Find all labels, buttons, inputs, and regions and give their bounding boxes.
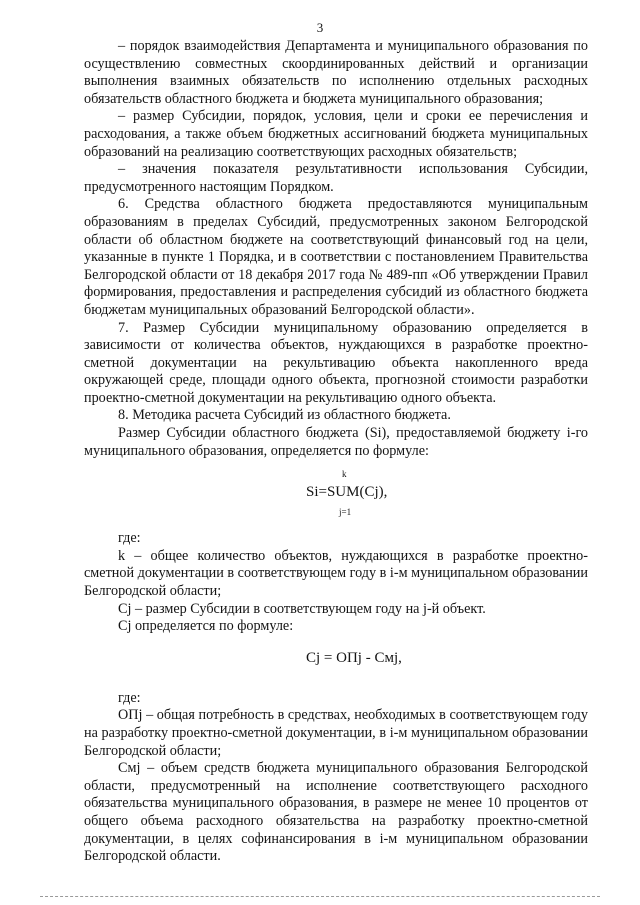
formula-si-expression: Si=SUM(Cj),: [306, 484, 388, 501]
formula-si: [84, 460, 588, 520]
paragraph-cj-formula-intro: Cj определяется по формуле:: [118, 618, 294, 635]
paragraph-indicator-values: – значения показателя результативности использования Субсидии, предусмотренного настоящим Порядком.: [84, 161, 588, 195]
paragraph-clause-8: 8. Методика расчета Субсидий из областного бюджета.: [118, 407, 451, 424]
document-body: [84, 38, 588, 866]
paragraph-clause-7: 7. Размер Субсидии муниципальному образованию определяется в зависимости от количества объектов, нуждающихся в разработке проектно-сметной документации на рекультивацию объекта накопленного вреда окружающей среде, площади одного объекта, прогнозной стоимости разработки проектно-сметной документации на рекультивацию одного объекта.: [84, 319, 588, 406]
paragraph-cj-definition: Cj – размер Субсидии в соответствующем году на j-й объект.: [118, 600, 486, 617]
paragraph-interaction-order: – порядок взаимодействия Департамента и муниципального образования по осуществлению совместных скоординированных действий и организации выполнения взаимных обязательств по исполнению отдельных расходных обязательств областного бюджета и бюджета муниципального образования;: [84, 38, 588, 107]
formula-cj: [84, 636, 588, 680]
page-number: 3: [316, 20, 324, 35]
formula-si-upper-limit: k: [342, 469, 347, 480]
where-label-2: где:: [118, 689, 141, 706]
scan-edge-line: [40, 896, 600, 898]
formula-si-lower-limit: j=1: [339, 507, 352, 518]
paragraph-clause-6: 6. Средства областного бюджета предоставляются муниципальным образованиям в пределах Субсидий, предусмотренных законом Белгородской области об областном бюджете на соответствующий финансовый год на цели, указанные в пункте 1 Порядка, и в соответствии с постановлением Правительства Белгородской области от 18 декабря 2017 года № 489-пп «Об утверждении Правил формирования, предоставления и распределения субсидий из областного бюджета бюджетам муниципальных образований Белгородской области».: [84, 196, 588, 318]
formula-cj-expression: Cj = ОПj - Смj,: [306, 649, 402, 666]
paragraph-opj-definition: ОПj – общая потребность в средствах, необходимых в соответствующем году на разработку проектно-сметной документации, в i-м муниципальном образовании Белгородской области;: [84, 707, 588, 759]
where-label-1: где:: [118, 530, 141, 547]
paragraph-subsidy-size: – размер Субсидии, порядок, условия, цели и сроки ее перечисления и расходования, а также объем бюджетных ассигнований бюджета муниципальных образований на реализацию соответствующих расходных обязательств;: [84, 108, 588, 160]
paragraph-smj-definition: Смj – объем средств бюджета муниципального образования Белгородской области, предусмотренный на исполнение соответствующего расходного обязательства муниципального образования, в размере не менее 10 процентов от общего объема расходного обязательства на разработку проектно-сметной документации, в целях софинансирования в i-м муниципальном образовании Белгородской области.: [84, 760, 588, 865]
paragraph-formula-intro: Размер Субсидии областного бюджета (Si), предоставляемой бюджету i-го муниципального образования, определяется по формуле:: [84, 425, 588, 459]
paragraph-k-definition: k – общее количество объектов, нуждающихся в разработке проектно-сметной документации в соответствующем году в i-м муниципальном образовании Белгородской области;: [84, 547, 588, 600]
